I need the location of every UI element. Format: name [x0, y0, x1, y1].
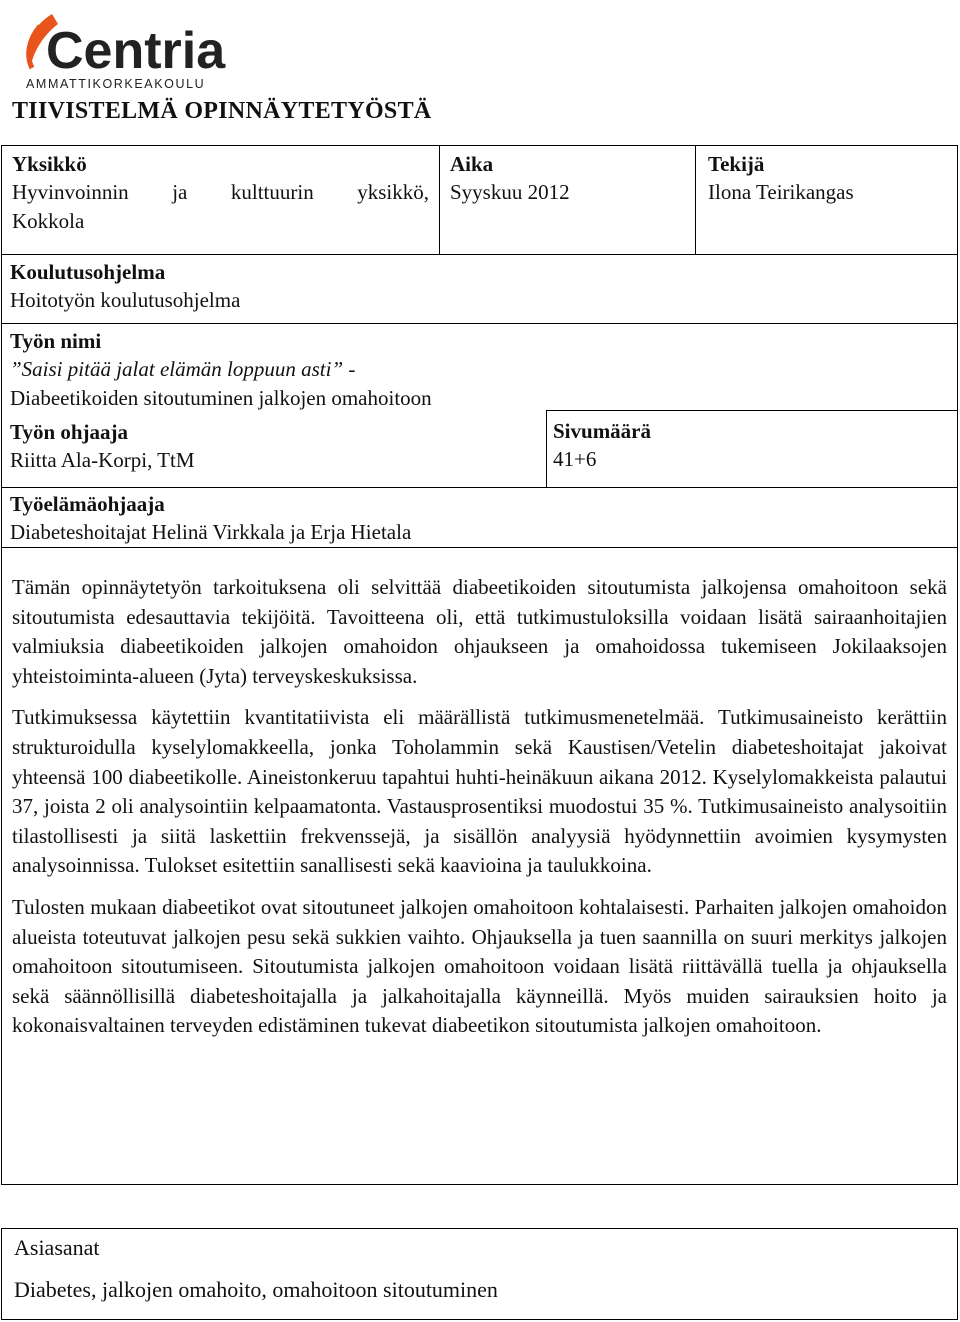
cell-yksikko — [1, 145, 440, 255]
koulutusohjelma-value: Hoitotyön koulutusohjelma — [10, 288, 241, 312]
tyon-nimi-value-line1: ”Saisi pitää jalat elämän loppuun asti” - — [10, 357, 356, 381]
ohjaaja-label: Työn ohjaaja — [10, 420, 129, 444]
yksikko-label: Yksikkö — [12, 152, 87, 176]
cell-tyoelamaohjaaja — [1, 487, 958, 548]
abstract-paragraph-3: Tulosten mukaan diabeetikot ovat sitoutuneet jalkojen omahoitoon kohtalaisesti. Parhaiten jalkojen omahoidon alueista toteutuvat jalkojen pesu sekä sukkien vaihto. Ohjauksella ja tuen saannilla on suuri merkitys jalkojen omahoitoon sitoutumiseen. Sitoutumista jalkojen omahoitoon voidaan lisätä riittävällä tuella ja ohjauksella sekä säännöllisillä diabeteshoitajalla ja jalkahoitajalla käynneillä. Myös muiden sairauksien hoito ja kokonaisvaltainen terveyden edistäminen tukevat diabeetikon sitoutumista jalkojen omahoitoon. — [12, 894, 947, 1038]
centria-logo — [18, 8, 268, 94]
abstract-paragraph-1: Tämän opinnäytetyön tarkoituksena oli selvittää diabeetikoiden sitoutumista jalkojensa omahoitoon sekä sitoutumista edesauttavia tekijöitä. Tavoitteena oli, että tutkimustuloksilla voidaan lisätä sairaanhoitajien valmiuksia diabeetikoiden jalkojen omahoidon ohjaukseen ja omahoidossa tukemiseen Jokilaaksojen yhteistoiminta-alueen (Jyta) terveyskeskuksissa. — [12, 575, 947, 688]
tekija-label: Tekijä — [708, 152, 765, 176]
sivumaara-value: 41+6 — [553, 447, 597, 471]
tyon-nimi-label: Työn nimi — [10, 329, 102, 353]
koulutusohjelma-label: Koulutusohjelma — [10, 260, 166, 284]
cell-aika — [439, 145, 696, 255]
cell-koulutusohjelma — [1, 254, 958, 324]
cell-ohjaaja — [1, 418, 547, 488]
yksikko-value-line2: Kokkola — [12, 209, 85, 233]
sivumaara-label: Sivumäärä — [553, 419, 652, 443]
aika-label: Aika — [450, 152, 494, 176]
yksikko-value-line1: Hyvinvoinnin ja kulttuurin yksikkö, — [12, 180, 429, 204]
abstract-box — [1, 547, 958, 1185]
tekija-value: Ilona Teirikangas — [708, 180, 854, 204]
abstract-paragraph-2: Tutkimuksessa käytettiin kvantitatiivista eli määrällistä tutkimusmenetelmää. Tutkimusaineisto kerättiin strukturoidulla kyselylomakkeella, jonka Toholammin sekä Kaustisen/Vetelin diabeteshoitajat jakoivat yhteensä 100 diabeetikolle. Aineistonkeruu tapahtui huhti-heinäkuun aikana 2012. Kyselylomakkeista palautui 37, joista 2 oli analysointiin kelpaamatonta. Vastausprosentiksi muodostui 35 %. Tutkimusaineisto analysoitiin tilastollisesti ja siitä laskettiin frekvenssejä, ja sisällön analyysiä hyödynnettiin avoimien kysymysten analysoinnissa. Tulokset esitettiin sanallisesti sekä kaavioina ja taulukkoina. — [12, 705, 947, 878]
svg-text:AMMATTIKORKEAKOULU: AMMATTIKORKEAKOULU — [26, 77, 206, 91]
centria-logo-graphic — [18, 8, 268, 94]
aika-value: Syyskuu 2012 — [450, 180, 570, 204]
keywords-value: Diabetes, jalkojen omahoito, omahoitoon sitoutuminen — [14, 1277, 498, 1302]
cell-tekija — [695, 145, 958, 255]
tyoelamaohjaaja-value: Diabeteshoitajat Helinä Virkkala ja Erja Hietala — [10, 520, 412, 544]
svg-text:Centria: Centria — [46, 22, 226, 80]
cell-tyon-nimi — [1, 323, 958, 418]
ohjaaja-value: Riitta Ala-Korpi, TtM — [10, 448, 195, 472]
tyon-nimi-value-line2: Diabeetikoiden sitoutuminen jalkojen omahoitoon — [10, 386, 432, 410]
tyoelamaohjaaja-label: Työelämäohjaaja — [10, 492, 165, 516]
keywords-label: Asiasanat — [14, 1235, 100, 1260]
page-title: TIIVISTELMÄ OPINNÄYTETYÖSTÄ — [12, 98, 432, 124]
cell-sivumaara — [546, 410, 958, 488]
keywords-box — [1, 1228, 958, 1320]
